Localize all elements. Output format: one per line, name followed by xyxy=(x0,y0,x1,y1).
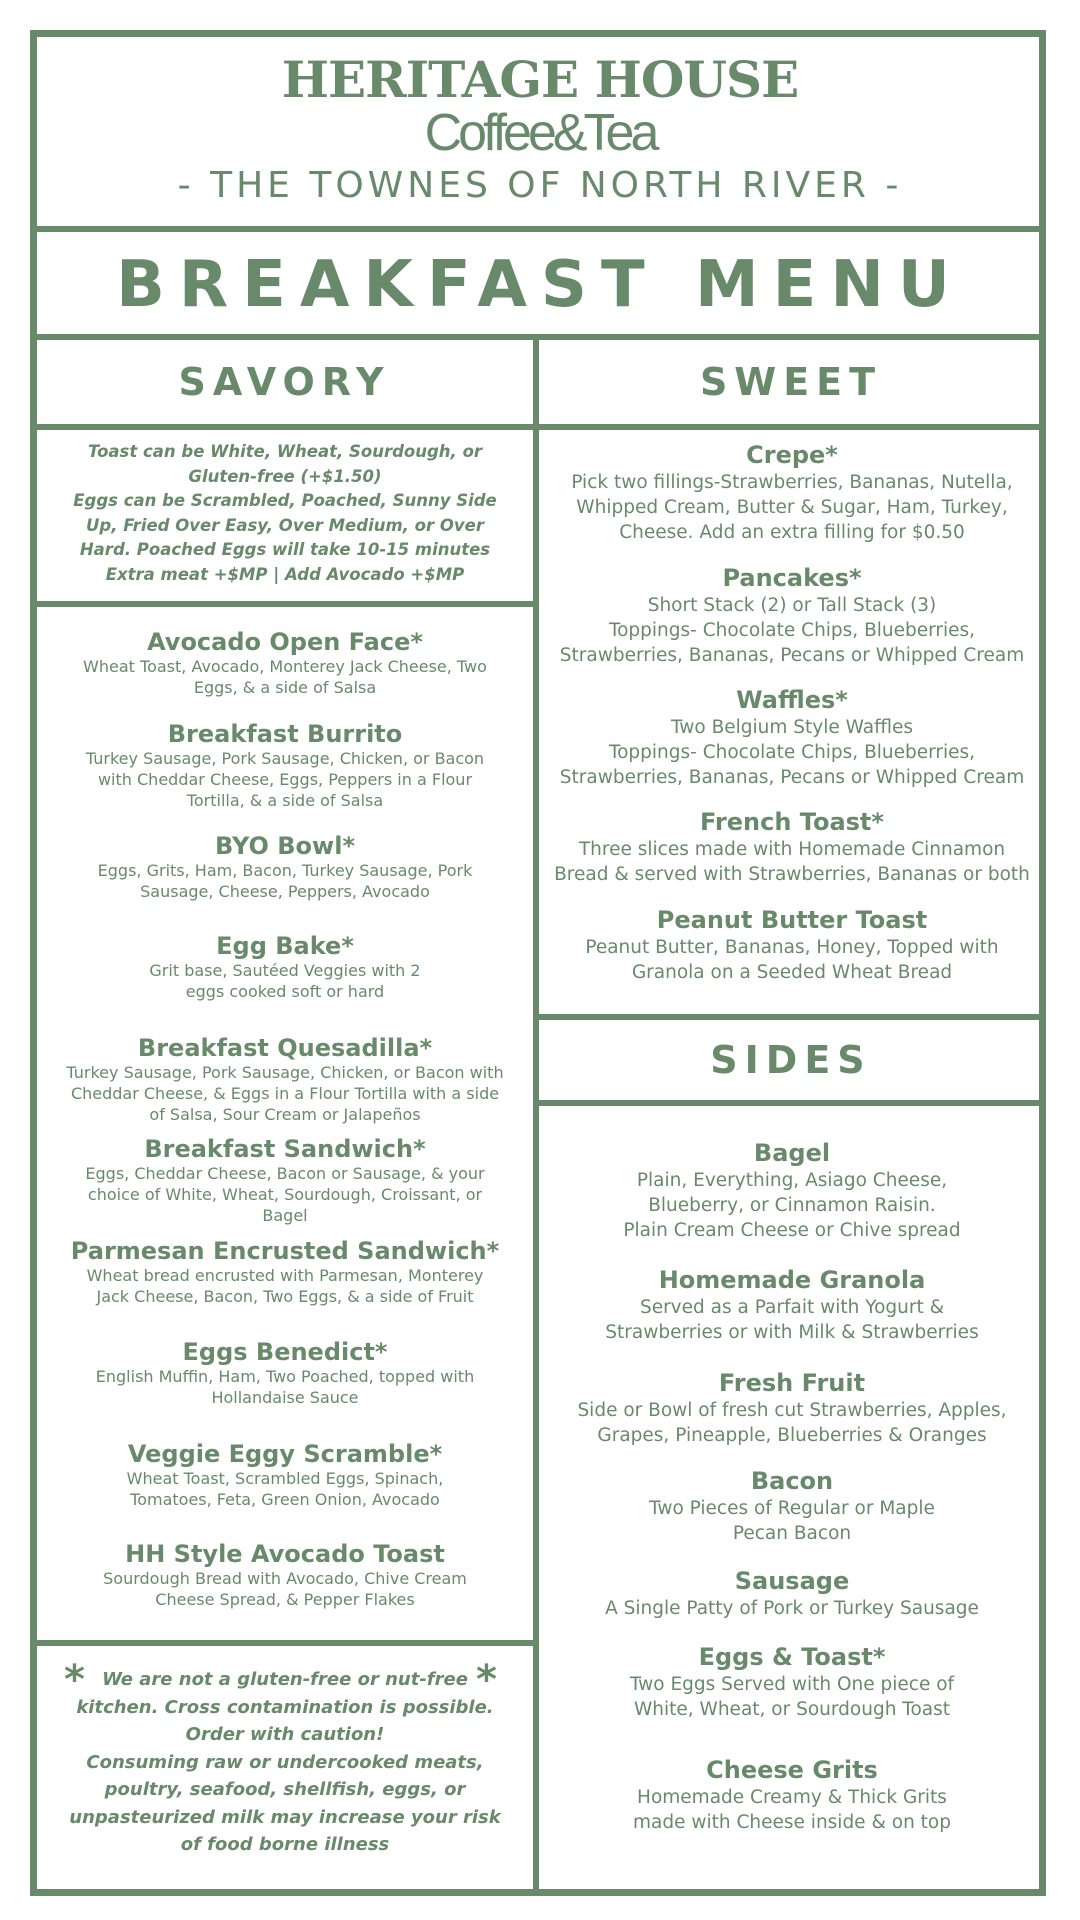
item-desc: Tortilla, & a side of Salsa xyxy=(186,791,384,810)
item-desc: Sausage, Cheese, Peppers, Avocado xyxy=(140,882,430,901)
menu-item xyxy=(542,440,1042,545)
item-desc: Three slices made with Homemade Cinnamon xyxy=(578,839,1006,860)
disclaimer-line: kitchen. Cross contamination is possible. xyxy=(76,1696,494,1718)
sweet-title: SWEET xyxy=(699,360,883,404)
item-name: Avocado Open Face* xyxy=(147,628,423,656)
menu-item xyxy=(40,832,530,902)
item-desc: Toppings- Chocolate Chips, Blueberries, xyxy=(608,742,976,763)
item-desc: Cheese Spread, & Pepper Flakes xyxy=(155,1590,415,1609)
item-desc: with Cheddar Cheese, Eggs, Peppers in a Flour xyxy=(97,770,473,789)
item-name: French Toast* xyxy=(700,808,884,836)
item-desc: Eggs, Grits, Ham, Bacon, Turkey Sausage, Pork xyxy=(97,861,473,880)
disclaimer-line: poultry, seafood, shellfish, eggs, or xyxy=(104,1779,466,1800)
item-desc: Pecan Bacon xyxy=(732,1523,852,1544)
item-desc: Strawberries or with Milk & Strawberries xyxy=(605,1322,979,1343)
item-name: Bacon xyxy=(750,1467,834,1495)
menu-item xyxy=(542,1368,1042,1448)
item-desc: Homemade Creamy & Thick Grits xyxy=(637,1787,947,1808)
item-desc: A Single Patty of Pork or Turkey Sausage xyxy=(605,1598,979,1619)
note-line: Extra meat +$MP | Add Avocado +$MP xyxy=(105,564,465,584)
disclaimer-line: Order with caution! xyxy=(185,1724,385,1745)
menu-title: BREAKFAST MENU xyxy=(116,248,964,322)
disclaimer-line: of food borne illness xyxy=(180,1834,390,1855)
item-desc: English Muffin, Ham, Two Poached, topped with xyxy=(95,1367,475,1386)
note-line: Gluten-free (+$1.50) xyxy=(188,466,382,486)
item-name: Veggie Eggy Scramble* xyxy=(127,1440,443,1468)
menu-item xyxy=(542,1138,1042,1243)
menu-item xyxy=(542,563,1042,668)
menu-item xyxy=(40,1034,530,1125)
item-name: Eggs & Toast* xyxy=(698,1643,886,1671)
item-name: BYO Bowl* xyxy=(215,832,355,860)
menu-item xyxy=(40,1540,530,1610)
item-name: Sausage xyxy=(734,1567,850,1595)
item-desc: Grapes, Pineapple, Blueberries & Oranges xyxy=(597,1425,987,1446)
menu-item xyxy=(40,1237,530,1307)
item-desc: Turkey Sausage, Pork Sausage, Chicken, or Bacon with xyxy=(66,1063,504,1082)
divider-savory-disclaimer xyxy=(33,1640,536,1646)
item-name: Parmesan Encrusted Sandwich* xyxy=(70,1237,500,1265)
item-desc: Served as a Parfait with Yogurt & xyxy=(639,1297,945,1318)
item-desc: Cheese. Add an extra filling for $0.50 xyxy=(619,522,965,543)
menu-item xyxy=(542,1265,1042,1345)
menu-item xyxy=(40,1135,530,1226)
menu-item xyxy=(542,807,1042,887)
divider-sweet-end xyxy=(536,1014,1043,1020)
sides-title: SIDES xyxy=(710,1038,872,1082)
note-line: Eggs can be Scrambled, Poached, Sunny Side xyxy=(73,491,497,510)
item-name: Breakfast Quesadilla* xyxy=(137,1034,433,1062)
menu-item xyxy=(542,1566,1042,1621)
location-line: - THE TOWNES OF NORTH RIVER - xyxy=(177,165,903,206)
item-name: Crepe* xyxy=(746,441,838,469)
item-desc: eggs cooked soft or hard xyxy=(185,982,385,1001)
menu-item xyxy=(40,932,530,1002)
item-desc: Sourdough Bread with Avocado, Chive Cream xyxy=(103,1569,467,1588)
item-desc: Wheat Toast, Avocado, Monterey Jack Cheese, Two xyxy=(83,657,487,676)
item-desc: Jack Cheese, Bacon, Two Eggs, & a side of Fruit xyxy=(96,1287,474,1306)
menu-item xyxy=(40,1338,530,1408)
item-desc: Eggs, & a side of Salsa xyxy=(193,678,377,697)
item-desc: White, Wheat, or Sourdough Toast xyxy=(633,1699,951,1720)
menu-item xyxy=(542,1466,1042,1546)
item-name: Breakfast Sandwich* xyxy=(144,1135,426,1163)
note-line: Toast can be White, Wheat, Sourdough, or xyxy=(87,442,483,461)
item-desc: Pick two fillings-Strawberries, Bananas, Nutella, xyxy=(571,472,1013,493)
menu-item xyxy=(40,1440,530,1510)
divider-header xyxy=(33,226,1043,232)
divider-savory-notes xyxy=(33,601,536,607)
disclaimer-line: We are not a gluten-free or nut-free xyxy=(102,1669,468,1690)
item-desc: Plain, Everything, Asiago Cheese, xyxy=(636,1170,948,1191)
item-desc: Strawberries, Bananas, Pecans or Whipped Cream xyxy=(559,645,1025,666)
asterisk-icon: * xyxy=(64,1657,85,1703)
item-desc: Bagel xyxy=(262,1206,308,1225)
item-desc: Eggs, Cheddar Cheese, Bacon or Sausage, & your xyxy=(85,1164,485,1183)
note-line: Hard. Poached Eggs will take 10-15 minutes xyxy=(79,540,491,559)
item-name: Cheese Grits xyxy=(706,1756,878,1784)
item-desc: Turkey Sausage, Pork Sausage, Chicken, or Bacon xyxy=(85,749,485,768)
menu-item xyxy=(542,1642,1042,1722)
item-desc: Two Eggs Served with One piece of xyxy=(629,1674,955,1695)
item-name: Pancakes* xyxy=(722,564,862,592)
item-name: Eggs Benedict* xyxy=(182,1338,388,1366)
item-desc: Strawberries, Bananas, Pecans or Whipped Cream xyxy=(559,767,1025,788)
item-name: Homemade Granola xyxy=(658,1266,926,1294)
divider-center xyxy=(533,334,539,1893)
asterisk-icon: * xyxy=(476,1657,497,1703)
disclaimer-line: unpasteurized milk may increase your risk xyxy=(69,1806,501,1828)
item-desc: Tomatoes, Feta, Green Onion, Avocado xyxy=(130,1490,440,1509)
menu-item xyxy=(542,1755,1042,1835)
menu-item xyxy=(40,720,530,811)
disclaimer-line: Consuming raw or undercooked meats, xyxy=(86,1751,484,1773)
item-desc: Short Stack (2) or Tall Stack (3) xyxy=(647,595,937,616)
item-desc: Toppings- Chocolate Chips, Blueberries, xyxy=(608,620,976,641)
menu-item xyxy=(542,685,1042,790)
item-desc: Bread & served with Strawberries, Bananas or both xyxy=(554,864,1030,885)
item-desc: Side or Bowl of fresh cut Strawberries, Apples, xyxy=(577,1400,1007,1421)
item-desc: made with Cheese inside & on top xyxy=(633,1812,951,1833)
item-name: Bagel xyxy=(753,1139,831,1167)
note-line: Up, Fried Over Easy, Over Medium, or Over xyxy=(86,515,484,535)
item-desc: Plain Cream Cheese or Chive spread xyxy=(623,1220,961,1241)
divider-sweet-title xyxy=(536,424,1043,430)
item-name: Waffles* xyxy=(736,686,848,714)
allergy-disclaimer xyxy=(40,1666,530,1859)
savory-title: SAVORY xyxy=(178,360,391,404)
divider-sides-title xyxy=(536,1100,1043,1106)
item-desc: Two Belgium Style Waffles xyxy=(671,717,913,738)
item-desc: Wheat bread encrusted with Parmesan, Monterey xyxy=(86,1266,484,1285)
brand-subtitle: Coffee&Tea xyxy=(424,104,656,162)
item-desc: Peanut Butter, Bananas, Honey, Topped with xyxy=(585,937,999,958)
item-desc: Grit base, Sautéed Veggies with 2 xyxy=(149,961,421,980)
item-desc: Blueberry, or Cinnamon Raisin. xyxy=(648,1195,936,1216)
item-desc: choice of White, Wheat, Sourdough, Croissant, or xyxy=(87,1185,483,1204)
item-desc: Wheat Toast, Scrambled Eggs, Spinach, xyxy=(126,1469,444,1488)
item-name: HH Style Avocado Toast xyxy=(125,1540,445,1568)
item-desc: Granola on a Seeded Wheat Bread xyxy=(631,962,953,983)
brand-name: HERITAGE HOUSE xyxy=(281,50,799,109)
item-name: Peanut Butter Toast xyxy=(656,906,928,934)
item-name: Fresh Fruit xyxy=(718,1369,866,1397)
menu-item xyxy=(40,628,530,698)
item-name: Breakfast Burrito xyxy=(167,720,403,748)
item-name: Egg Bake* xyxy=(216,932,354,960)
item-desc: Hollandaise Sauce xyxy=(211,1388,359,1407)
item-desc: Cheddar Cheese, & Eggs in a Flour Tortilla with a side xyxy=(70,1084,500,1103)
item-desc: Whipped Cream, Butter & Sugar, Ham, Turkey, xyxy=(576,497,1008,518)
item-desc: of Salsa, Sour Cream or Jalapeños xyxy=(149,1105,421,1124)
savory-notes xyxy=(40,440,530,587)
item-desc: Two Pieces of Regular or Maple xyxy=(649,1498,935,1519)
menu-item xyxy=(542,905,1042,985)
divider-savory-title xyxy=(33,424,536,430)
